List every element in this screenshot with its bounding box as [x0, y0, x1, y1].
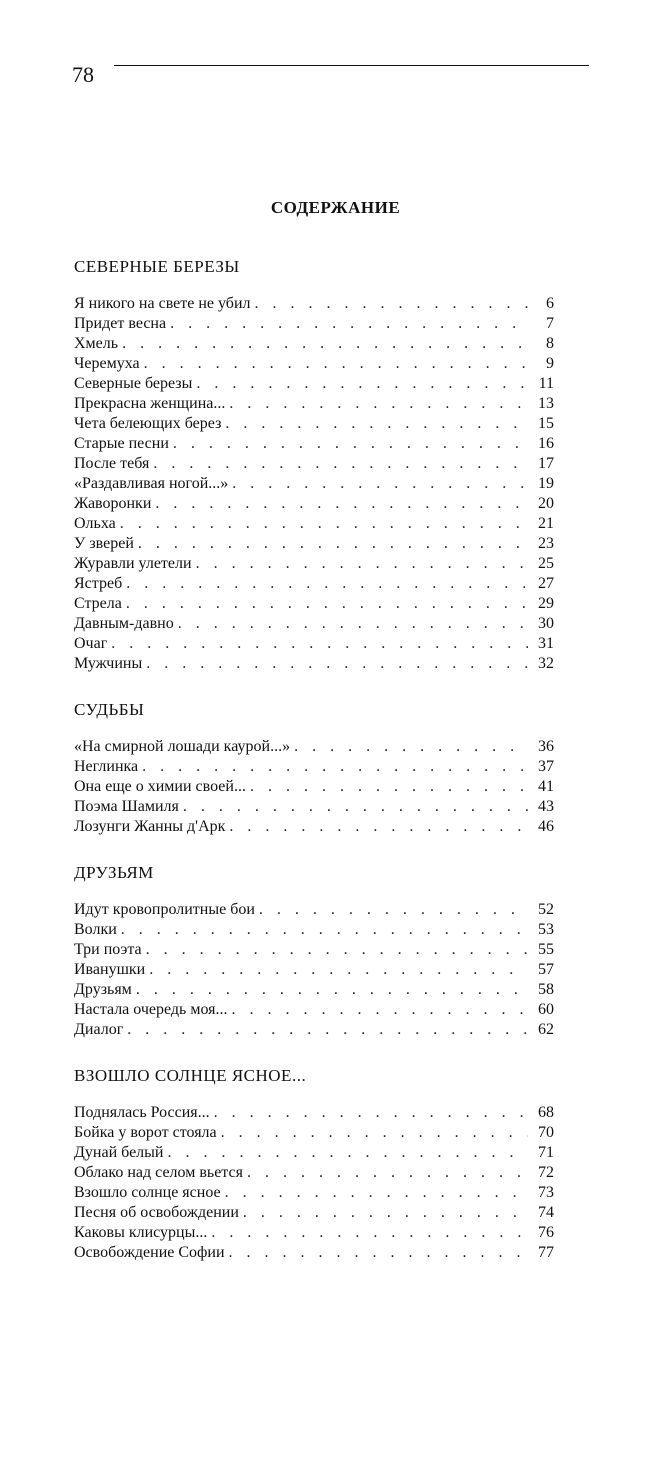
entry-page-number: 29: [538, 595, 554, 612]
toc-entry: [74, 900, 554, 920]
dot-leader: [294, 737, 528, 757]
toc-entry: [74, 1020, 554, 1040]
entry-title: Поднялась Россия...: [74, 1104, 210, 1121]
entry-page-number: 71: [538, 1144, 554, 1161]
entry-title: Я никого на свете не убил: [74, 295, 251, 312]
entry-page-number: 53: [538, 921, 554, 938]
entry-title: Идут кровопролитные бои: [74, 901, 255, 918]
entry-title: Она еще о химии своей...: [74, 778, 246, 795]
entry-title: Старые песни: [74, 435, 169, 452]
entry-title: Давным-давно: [74, 615, 174, 632]
toc-entry: [74, 980, 554, 1000]
dot-leader: [136, 980, 528, 1000]
dot-leader: [225, 414, 528, 434]
toc-entry: [74, 534, 554, 554]
entry-title: Песня об освобождении: [74, 1204, 239, 1221]
toc-entry: [74, 514, 554, 534]
entry-title: Диалог: [74, 1021, 124, 1038]
dot-leader: [122, 334, 528, 354]
toc-entry: [74, 777, 554, 797]
entry-page-number: 36: [538, 738, 554, 755]
toc-entry: [74, 1163, 554, 1183]
entry-title: Бойка у ворот стояла: [74, 1124, 217, 1141]
toc-section: [74, 1064, 554, 1263]
dot-leader: [149, 960, 528, 980]
dot-leader: [126, 574, 528, 594]
toc-entry: [74, 394, 554, 414]
entry-page-number: 19: [538, 475, 554, 492]
toc-entry: [74, 797, 554, 817]
entry-page-number: 8: [546, 335, 554, 352]
entry-title: Неглинка: [74, 758, 139, 775]
entry-page-number: 41: [538, 778, 554, 795]
toc-entry: [74, 614, 554, 634]
toc-entry: [74, 817, 554, 837]
entry-page-number: 6: [546, 295, 554, 312]
entry-title: Настала очередь моя...: [74, 1001, 228, 1018]
entry-page-number: 7: [546, 315, 554, 332]
toc-section: [74, 255, 554, 674]
toc-entry: [74, 494, 554, 514]
dot-leader: [126, 594, 528, 614]
section-title: СУДЬБЫ: [74, 700, 145, 719]
entry-page-number: 9: [546, 355, 554, 372]
entry-title: Облако над селом вьется: [74, 1164, 243, 1181]
entry-title: Волки: [74, 921, 117, 938]
dot-leader: [254, 294, 528, 314]
entry-title: Лозунги Жанны д'Арк: [74, 818, 226, 835]
entry-title: Взошло солнце ясное: [74, 1184, 221, 1201]
toc-entry: [74, 1223, 554, 1243]
toc-entry: [74, 1183, 554, 1203]
entry-title: Прекрасна женщина...: [74, 395, 226, 412]
entry-page-number: 52: [538, 901, 554, 918]
toc-entry: [74, 594, 554, 614]
toc-entry: [74, 334, 554, 354]
toc-entry: [74, 474, 554, 494]
toc-entry: [74, 314, 554, 334]
entry-title: Чета белеющих берез: [74, 415, 222, 432]
toc-entry: [74, 1000, 554, 1020]
dot-leader: [146, 654, 528, 674]
section-title: СЕВЕРНЫЕ БЕРЕЗЫ: [74, 257, 240, 276]
entry-page-number: 77: [538, 1244, 554, 1261]
entry-list: [74, 1103, 554, 1263]
toc-entry: [74, 454, 554, 474]
toc-entry: [74, 1203, 554, 1223]
entry-page-number: 11: [538, 375, 554, 392]
entry-title: Ястреб: [74, 575, 123, 592]
entry-title: Жаворонки: [74, 495, 152, 512]
entry-list: [74, 294, 554, 674]
entry-title: Журавли улетели: [74, 555, 192, 572]
toc-entry: [74, 654, 554, 674]
entry-page-number: 76: [538, 1224, 554, 1241]
entry-list: [74, 737, 554, 837]
dot-leader: [120, 514, 528, 534]
dot-leader: [232, 474, 528, 494]
dot-leader: [183, 797, 528, 817]
dot-leader: [138, 534, 528, 554]
entry-title: Три поэта: [74, 941, 142, 958]
entry-title: Каковы клисурцы...: [74, 1224, 208, 1241]
dot-leader: [142, 757, 528, 777]
dot-leader: [121, 920, 528, 940]
entry-title: Ольха: [74, 515, 116, 532]
entry-title: «На смирной лошади каурой...»: [74, 738, 291, 755]
dot-leader: [167, 1143, 528, 1163]
toc-section: [74, 698, 554, 837]
entry-page-number: 43: [538, 798, 554, 815]
entry-page-number: 23: [538, 535, 554, 552]
dot-leader: [196, 554, 528, 574]
entry-title: Поэма Шамиля: [74, 798, 179, 815]
entry-page-number: 62: [538, 1021, 554, 1038]
entry-title: «Раздавливая ногой...»: [74, 475, 229, 492]
dot-leader: [221, 1123, 528, 1143]
table-of-contents: [74, 255, 554, 1287]
dot-leader: [243, 1203, 528, 1223]
entry-page-number: 55: [538, 941, 554, 958]
toc-title: СОДЕРЖАНИЕ: [270, 198, 401, 217]
entry-page-number: 25: [538, 555, 554, 572]
entry-title: Дунай белый: [74, 1144, 164, 1161]
dot-leader: [229, 394, 528, 414]
toc-entry: [74, 1123, 554, 1143]
toc-entry: [74, 294, 554, 314]
toc-entry: [74, 960, 554, 980]
entry-page-number: 57: [538, 961, 554, 978]
entry-page-number: 70: [538, 1124, 554, 1141]
dot-leader: [229, 817, 528, 837]
entry-page-number: 30: [538, 615, 554, 632]
dot-leader: [259, 900, 528, 920]
toc-entry: [74, 1103, 554, 1123]
entry-page-number: 37: [538, 758, 554, 775]
toc-entry: [74, 920, 554, 940]
dot-leader: [247, 1163, 528, 1183]
toc-entry: [74, 374, 554, 394]
section-title: ДРУЗЬЯМ: [74, 863, 154, 882]
entry-title: У зверей: [74, 535, 134, 552]
entry-page-number: 20: [538, 495, 554, 512]
toc-entry: [74, 737, 554, 757]
entry-page-number: 16: [538, 435, 554, 452]
toc-entry: [74, 354, 554, 374]
toc-entry: [74, 1143, 554, 1163]
section-title: ВЗОШЛО СОЛНЦЕ ЯСНОЕ...: [74, 1066, 307, 1085]
toc-entry: [74, 634, 554, 654]
entry-title: Мужчины: [74, 655, 143, 672]
dot-leader: [155, 494, 528, 514]
entry-page-number: 46: [538, 818, 554, 835]
dot-leader: [196, 374, 528, 394]
dot-leader: [144, 354, 528, 374]
dot-leader: [178, 614, 528, 634]
entry-title: Хмель: [74, 335, 119, 352]
dot-leader: [146, 940, 528, 960]
entry-page-number: 15: [538, 415, 554, 432]
entry-title: Освобождение Софии: [74, 1244, 225, 1261]
toc-entry: [74, 414, 554, 434]
dot-leader: [127, 1020, 528, 1040]
dot-leader: [111, 634, 528, 654]
dot-leader: [225, 1183, 528, 1203]
entry-page-number: 72: [538, 1164, 554, 1181]
entry-page-number: 21: [538, 515, 554, 532]
entry-page-number: 73: [538, 1184, 554, 1201]
entry-page-number: 13: [538, 395, 554, 412]
entry-page-number: 74: [538, 1204, 554, 1221]
entry-title: Придет весна: [74, 315, 167, 332]
dot-leader: [153, 454, 528, 474]
entry-title: После тебя: [74, 455, 150, 472]
page-number: 78: [72, 62, 94, 87]
entry-title: Северные березы: [74, 375, 193, 392]
entry-page-number: 60: [538, 1001, 554, 1018]
dot-leader: [250, 777, 528, 797]
header-rule: [114, 65, 589, 66]
toc-entry: [74, 554, 554, 574]
entry-title: Иванушки: [74, 961, 146, 978]
entry-title: Стрела: [74, 595, 122, 612]
toc-entry: [74, 940, 554, 960]
dot-leader: [211, 1223, 528, 1243]
dot-leader: [229, 1243, 528, 1263]
entry-list: [74, 900, 554, 1040]
entry-page-number: 27: [538, 575, 554, 592]
entry-page-number: 58: [538, 981, 554, 998]
entry-page-number: 31: [538, 635, 554, 652]
entry-title: Очаг: [74, 635, 108, 652]
entry-title: Друзьям: [74, 981, 132, 998]
entry-page-number: 68: [538, 1104, 554, 1121]
toc-entry: [74, 434, 554, 454]
dot-leader: [232, 1000, 528, 1020]
dot-leader: [214, 1103, 528, 1123]
toc-entry: [74, 574, 554, 594]
dot-leader: [173, 434, 528, 454]
entry-page-number: 32: [538, 655, 554, 672]
entry-title: Черемуха: [74, 355, 140, 372]
entry-page-number: 17: [538, 455, 554, 472]
toc-entry: [74, 757, 554, 777]
toc-section: [74, 861, 554, 1040]
dot-leader: [170, 314, 528, 334]
toc-entry: [74, 1243, 554, 1263]
